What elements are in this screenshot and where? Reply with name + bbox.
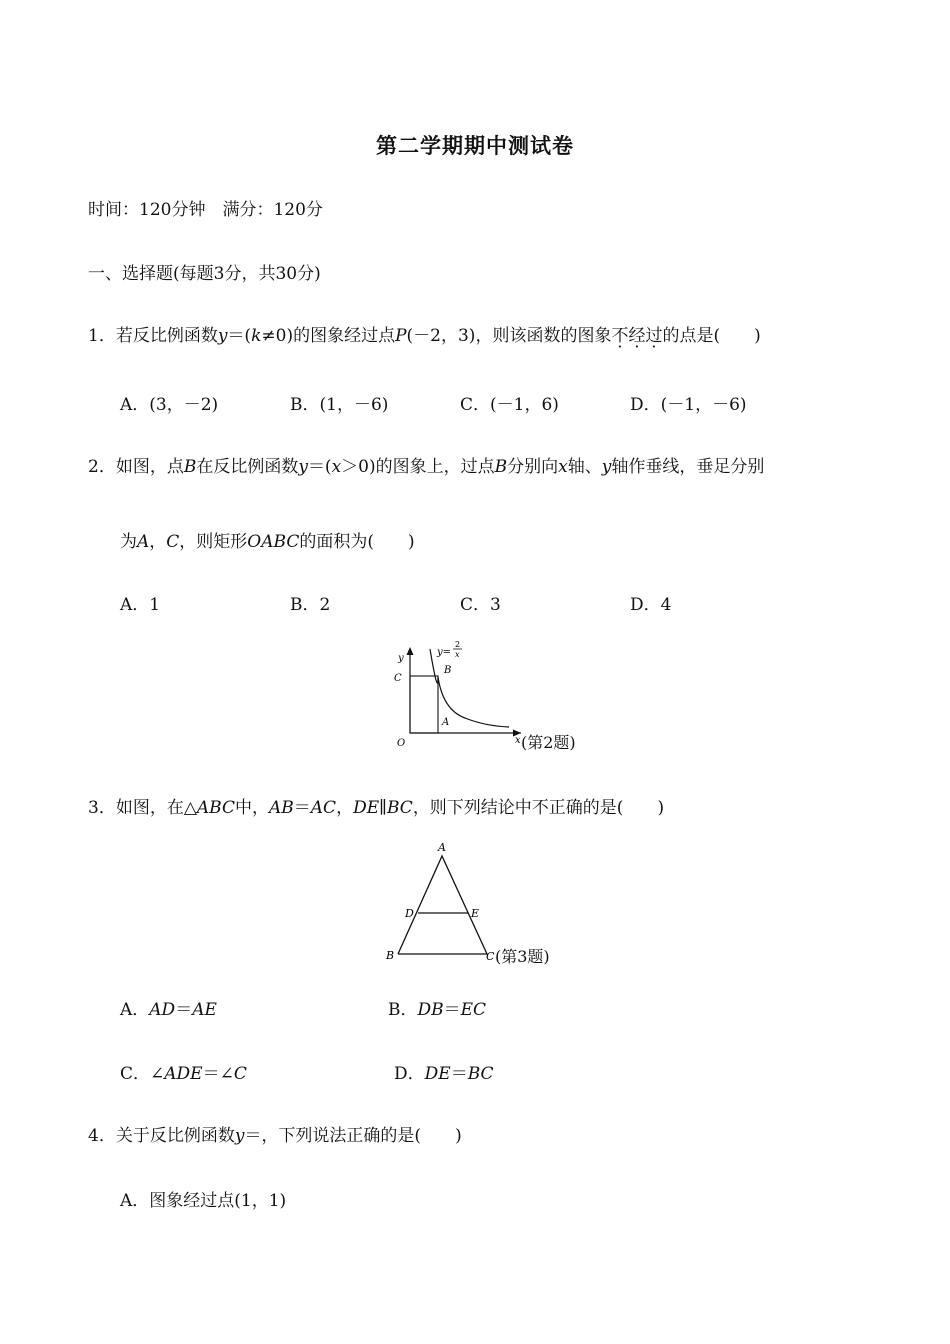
math-var: EC	[460, 1000, 487, 1020]
math-var: x	[331, 457, 342, 477]
question-text: ＝	[293, 798, 311, 818]
option-text: ＝	[450, 1064, 468, 1084]
y-axis-label: y	[398, 653, 404, 664]
question-text: 的面积为( )	[299, 532, 415, 552]
math-var: ADE	[164, 1064, 203, 1084]
question-text: (－2，3)，则该函数的图象	[406, 326, 612, 346]
q2-option-a: A．1	[120, 595, 161, 615]
emphasis-char: 过	[645, 326, 663, 346]
q3-figure	[383, 838, 498, 963]
math-var: AD	[149, 1000, 176, 1020]
math-var: B	[494, 457, 508, 477]
exam-info: 时间：120分钟 满分：120分	[88, 200, 323, 220]
point-b-label: B	[444, 665, 452, 676]
question-1	[88, 324, 761, 348]
math-var: AB	[269, 798, 294, 818]
math-var: DE	[353, 798, 380, 818]
question-text: ＞0)的图象上，过点	[341, 457, 495, 477]
question-text: ＝，下列说法正确的是( )	[244, 1126, 462, 1146]
question-text: 分别向	[507, 457, 559, 477]
question-text: ≠0)的图象经过点	[261, 326, 396, 346]
question-text: 如图，在△	[115, 798, 197, 818]
question-number: 4．	[88, 1126, 116, 1146]
question-number: 3．	[88, 798, 116, 818]
math-var: C	[166, 532, 180, 552]
function-numerator: 2	[455, 640, 461, 649]
page-title: 第二学期期中测试卷	[376, 133, 574, 158]
math-var: DB	[417, 1000, 444, 1020]
option-text: ＝∠	[202, 1064, 234, 1084]
function-denominator: x	[455, 650, 460, 659]
question-text: 如图，点	[115, 457, 184, 477]
question-text: 中，	[235, 798, 269, 818]
q4-option-a: A．图象经过点(1，1)	[120, 1191, 287, 1211]
option-label: B．	[388, 1000, 418, 1020]
emphasis-char: 不	[611, 326, 629, 346]
math-var: A	[137, 532, 150, 552]
math-var: C	[233, 1064, 247, 1084]
q3-option-c	[120, 1062, 247, 1086]
q2-option-c: C．3	[460, 595, 501, 615]
math-var: y	[298, 457, 308, 477]
math-var: BC	[386, 798, 413, 818]
x-axis-label: x	[515, 735, 521, 746]
question-text: ＝(	[307, 457, 332, 477]
point-d-label: D	[405, 907, 414, 920]
math-var: y	[234, 1126, 245, 1146]
question-number: 2．	[88, 457, 116, 477]
math-var: ABC	[196, 798, 235, 818]
question-text: 关于反比例函数	[115, 1126, 235, 1146]
point-a-label: A	[442, 717, 450, 728]
math-var: BC	[467, 1064, 494, 1084]
q2-option-d: D．4	[630, 595, 672, 615]
math-var: x	[558, 457, 568, 477]
function-label: y=	[437, 647, 452, 658]
question-text: ∥	[379, 798, 387, 818]
origin-label: O	[397, 738, 406, 749]
question-text: 若反比例函数	[115, 326, 218, 346]
option-label: C．∠	[120, 1064, 165, 1084]
question-text: 为	[120, 532, 137, 552]
q2-option-b: B．2	[290, 595, 331, 615]
math-var: DE	[424, 1064, 451, 1084]
q2-figure-caption: (第2题)	[521, 733, 576, 752]
q1-option-c: C．(－1，6)	[460, 395, 559, 415]
q3-option-d	[394, 1062, 494, 1086]
math-var: B	[183, 457, 197, 477]
option-label: A．	[120, 1000, 150, 1020]
question-text: 轴作垂线，垂足分别	[611, 457, 765, 477]
question-text: 轴、	[567, 457, 602, 477]
vertex-b-label: B	[386, 949, 395, 962]
math-var: y	[601, 457, 612, 477]
question-2	[88, 455, 764, 479]
point-e-label: E	[471, 907, 480, 920]
q3-option-a	[120, 998, 217, 1022]
q2-figure	[385, 635, 525, 753]
question-text: 的点是( )	[662, 326, 761, 346]
math-var: AE	[192, 1000, 217, 1020]
question-text: ，	[149, 532, 167, 552]
option-text: ＝	[175, 1000, 193, 1020]
math-var: k	[251, 326, 262, 346]
question-text: ，则下列结论中不正确的是( )	[412, 798, 665, 818]
question-text: ＝(	[227, 326, 252, 346]
emphasis-char: 经	[628, 326, 646, 346]
question-text: ，	[336, 798, 354, 818]
math-var: P	[395, 326, 407, 346]
math-var: OABC	[247, 532, 300, 552]
q3-option-b	[388, 998, 486, 1022]
question-number: 1．	[88, 326, 116, 346]
q1-option-d: D．(－1，－6)	[630, 395, 747, 415]
math-var: y	[217, 326, 228, 346]
math-var: AC	[310, 798, 337, 818]
question-text: 在反比例函数	[196, 457, 299, 477]
question-4	[88, 1124, 462, 1148]
q1-option-b: B．(1，－6)	[290, 395, 389, 415]
point-c-label: C	[394, 673, 402, 684]
question-3	[88, 796, 664, 820]
q3-figure-caption: (第3题)	[495, 947, 550, 966]
q1-option-a: A．(3，－2)	[120, 395, 219, 415]
section-heading: 一、选择题(每题3分，共30分)	[88, 264, 321, 284]
option-text: ＝	[443, 1000, 461, 1020]
vertex-a-label: A	[438, 841, 446, 854]
option-label: D．	[394, 1064, 425, 1084]
vertex-c-label: C	[486, 950, 495, 963]
question-2-line2	[120, 530, 415, 554]
question-text: ，则矩形	[179, 532, 248, 552]
